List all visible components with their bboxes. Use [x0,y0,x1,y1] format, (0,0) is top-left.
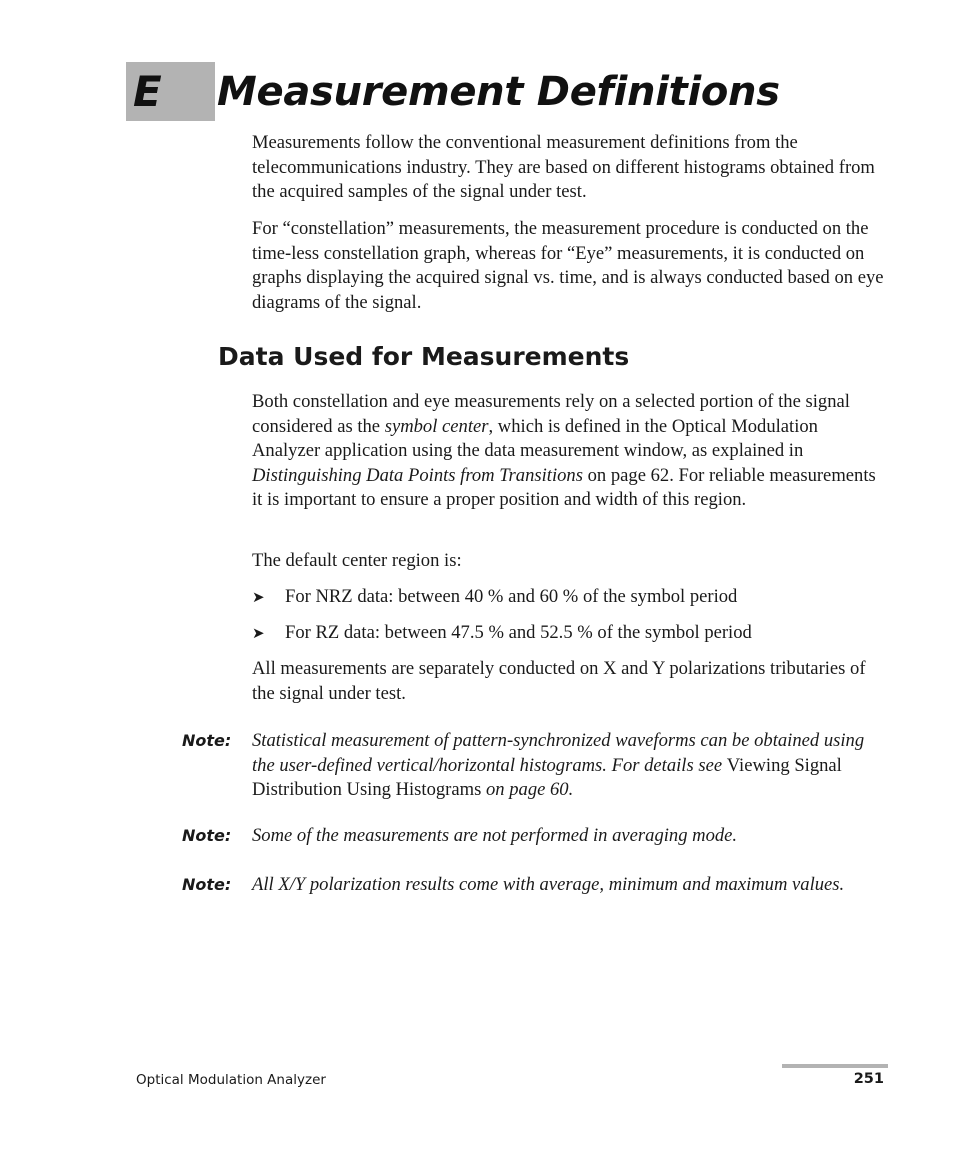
intro-paragraph-2: For “constellation” measurements, the measurement procedure is conducted on the time-less constellation graph, whereas for “Eye” measurements, it is conducted on graphs displaying the acquired signal vs. time, and is always conducted based on eye diagrams of the signal. [252,218,884,313]
note-1-text-b: on page 60. [481,779,574,801]
footer-rule [782,1064,888,1068]
cross-reference-distinguishing: Distinguishing Data Points from Transitions [252,464,583,486]
note-2-text: Some of the measurements are not performed in averaging mode. [252,825,738,846]
note-label: Note: [182,875,232,894]
note-label: Note: [182,731,232,750]
section-paragraph-3: All measurements are separately conducted on X and Y polarizations tributaries of the signal under test. [252,658,866,704]
arrow-bullet-icon: ➤ [252,624,265,642]
section-title: Data Used for Measurements [218,342,630,371]
chapter-title: Measurement Definitions [217,69,780,115]
note-label: Note: [182,826,232,845]
section-paragraph-1-text-b: , which is defined in the Optical Modulation Analyzer application using the data measurement window, as explained in [252,415,818,462]
section-paragraph-1-text-a: Both constellation and eye measurements rely on a selected portion of the signal considered as the [252,391,850,437]
cross-reference-histograms: Viewing Signal Distribution Using Histograms [252,754,842,801]
bullet-text: For RZ data: between 47.5 % and 52.5 % of the symbol period [285,622,752,643]
section-paragraph-2: The default center region is: [252,550,462,571]
page-number: 251 [853,1071,884,1087]
footer-product-name: Optical Modulation Analyzer [136,1072,326,1088]
section-paragraph-1 [252,390,888,513]
bullet-item-nrz [252,585,737,609]
note-3-text: All X/Y polarization results come with average, minimum and maximum values. [252,874,845,895]
bullet-text: For NRZ data: between 40 % and 60 % of the symbol period [285,586,738,607]
symbol-center-term: symbol center [384,415,489,437]
note-1-text-a: Statistical measurement of pattern-synchronized waveforms can be obtained using the user-defined vertical/horizontal histograms. For details see [252,730,865,776]
note-1-text [252,729,888,803]
arrow-bullet-icon: ➤ [252,588,265,606]
bullet-item-rz [252,621,752,645]
section-paragraph-1-text-c: on page 62. For reliable measurements it is important to ensure a proper position and width of this region. [252,464,876,511]
chapter-letter: E [133,67,162,116]
intro-paragraph-1: Measurements follow the conventional measurement definitions from the telecommunications industry. They are based on different histograms obtained from the acquired samples of the signal under test. [252,132,875,203]
